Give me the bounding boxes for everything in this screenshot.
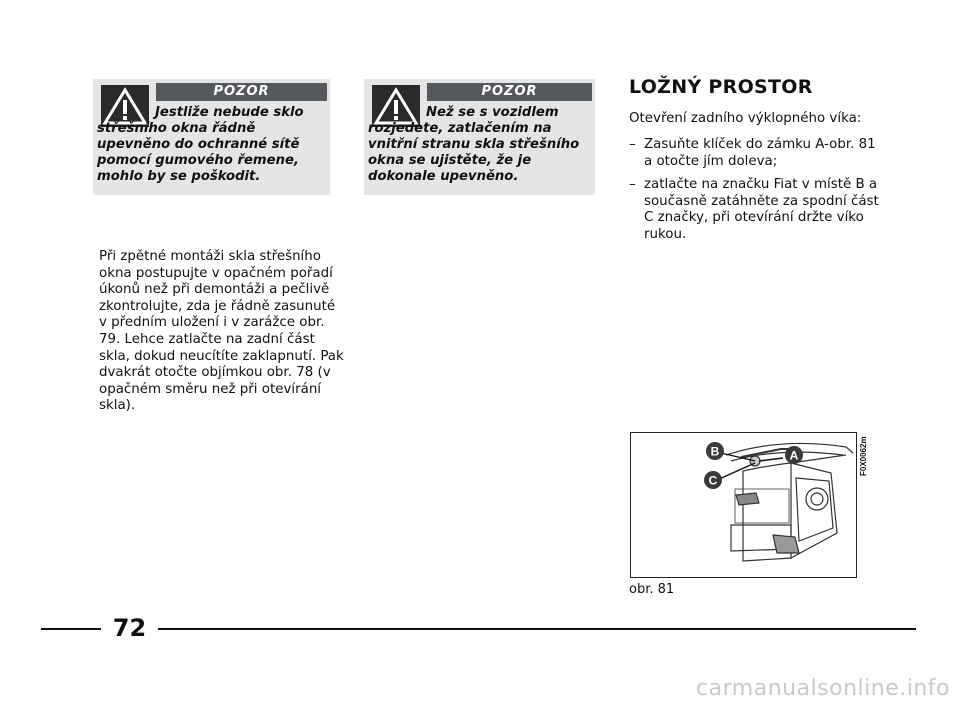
warning-box-2 — [364, 79, 595, 195]
list-item-text: zatlačte na značku Fiat v místě B a současně zatáhněte za spodní část C značky, při otevírání držte víko rukou. — [644, 177, 879, 242]
figure-label-a: A — [789, 448, 799, 463]
figure-label-b: B — [710, 444, 720, 459]
footer-rule-right — [158, 628, 916, 630]
figure-frame — [630, 432, 857, 578]
body-paragraph: Při zpětné montáži skla střešního okna postupujte v opačném pořadí úkonů než při demontáži a pečlivě zkontrolujte, zda je řádně zasunuté v předním uložení i v zarážce obr. 79. Lehce zatlačte na zadní část skla, dokud neucítíte zaklapnutí. Pak dvakrát otočte objímkou obr. 78 (v opačném směru než při otevírání skla). — [99, 249, 344, 414]
bullet-marker: – — [629, 137, 636, 152]
list-item — [629, 177, 879, 243]
figure-code — [856, 430, 870, 476]
list-item — [629, 137, 879, 170]
page-number: 72 — [112, 614, 147, 642]
figure-code-text: F0X0062m — [859, 436, 868, 476]
tailgate-illustration — [631, 433, 855, 576]
watermark: carmanualsonline.info — [696, 676, 950, 701]
figure-caption: obr. 81 — [629, 582, 675, 597]
warning-text: Než se s vozidlem rozjedete, zatlačením na vnitřní stranu skla střešního okna se ujistěte, že je dokonale upevněno. — [368, 105, 580, 184]
section-intro: Otevření zadního výklopného víka: — [629, 111, 862, 126]
section-title: LOŽNÝ PROSTOR — [629, 76, 813, 98]
warning-header: POZOR — [156, 83, 327, 101]
footer-rule-left — [41, 628, 101, 630]
bullet-marker: – — [629, 177, 636, 192]
list-item-text: Zasuňte klíček do zámku A-obr. 81 a otočte jím doleva; — [644, 137, 876, 169]
warning-text: Jestliže nebude sklo střešního okna řádně upevněno do ochranné sítě pomocí gumového řemene, mohlo by se poškodit. — [97, 105, 304, 184]
figure-label-c: C — [708, 473, 718, 488]
warning-box-1 — [93, 79, 330, 195]
warning-header: POZOR — [427, 83, 592, 101]
